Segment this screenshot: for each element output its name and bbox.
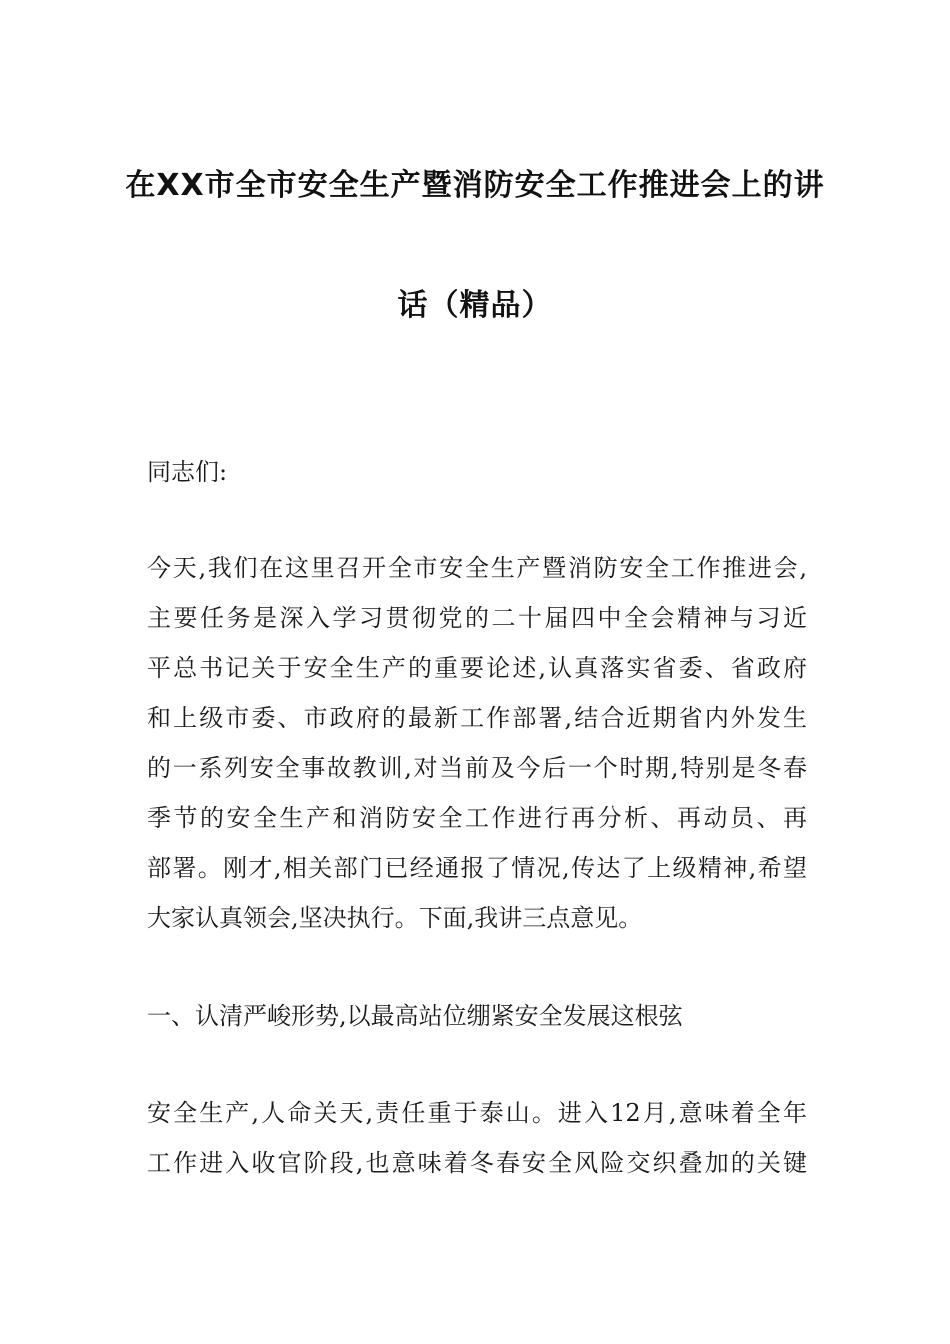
paragraph-line: 季节的安全生产和消防安全工作进行再分析、再动员、再: [147, 804, 807, 832]
document-title-line-1: 在XX市全市安全生产暨消防安全工作推进会上的讲: [125, 168, 825, 203]
paragraph-line: 工作进入收官阶段,也意味着冬春安全风险交织叠加的关键: [147, 1149, 807, 1177]
document-title-line-2: 话（精品）: [397, 288, 553, 323]
paragraph-line: 和上级市委、市政府的最新工作部署,结合近期省内外发生: [147, 704, 807, 732]
paragraph-line: 今天,我们在这里召开全市安全生产暨消防安全工作推进会,: [147, 554, 807, 582]
salutation-text: 同志们:: [147, 458, 228, 486]
section-heading-text: 一、认清严峻形势,以最高站位绷紧安全发展这根弦: [147, 1002, 683, 1030]
paragraph-line: 大家认真领会,坚决执行。下面,我讲三点意见。: [147, 904, 643, 932]
paragraph-line: 的一系列安全事故教训,对当前及今后一个时期,特别是冬春: [147, 754, 807, 782]
paragraph-line: 主要任务是深入学习贯彻党的二十届四中全会精神与习近: [147, 604, 807, 632]
paragraph-line: 部署。刚才,相关部门已经通报了情况,传达了上级精神,希望: [147, 854, 807, 882]
paragraph-line: 安全生产,人命关天,责任重于泰山。进入12月,意味着全年: [147, 1099, 807, 1127]
paragraph-line: 平总书记关于安全生产的重要论述,认真落实省委、省政府: [147, 654, 807, 682]
